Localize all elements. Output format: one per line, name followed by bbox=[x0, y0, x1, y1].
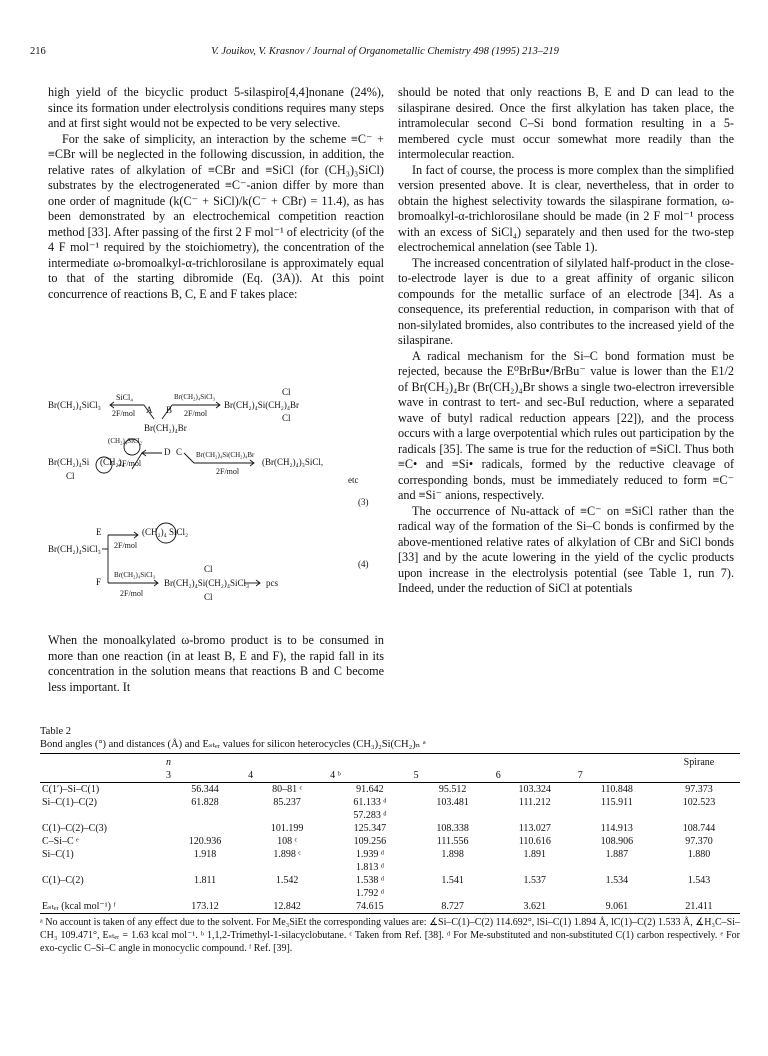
table-cell: 120.936 bbox=[188, 836, 222, 847]
label-f: F bbox=[96, 577, 102, 587]
reagent-c: Br(CH₂)₄Si(CH₂)₄Br bbox=[196, 451, 255, 459]
table-cell: 1.918 bbox=[193, 849, 217, 860]
product-d-left: Br(CH₂)₄Si bbox=[48, 457, 90, 467]
table-cell: 1.898 ᶜ bbox=[273, 849, 301, 860]
table-cell: 9.061 bbox=[576, 900, 658, 914]
data-table bbox=[40, 753, 740, 914]
table-cell bbox=[246, 887, 328, 900]
table-cell bbox=[164, 822, 246, 835]
table-cell bbox=[658, 861, 740, 874]
table-cell: 61.828 bbox=[191, 797, 219, 808]
cl-d: Cl bbox=[66, 471, 75, 481]
right-column bbox=[398, 85, 734, 597]
table-cell bbox=[412, 809, 494, 822]
table-cell: 108.906 bbox=[600, 836, 634, 847]
paragraph: In fact of course, the process is more complex than the simplified version presented above. It is clear, nevertheless, that in order to obtain the highest selectivity towards the silaspirane formation, ω-bromoalkyl-α-trichlorosilane should be made (in 2 F mol⁻¹ process with an excess of SiCl₄) separately and then used for the two-step electrochemical annelation (see Table 1). bbox=[398, 162, 734, 254]
table-cell: 61.133 ᵈ bbox=[353, 797, 387, 808]
cl-bottom: Cl bbox=[282, 413, 291, 423]
table-cell: 125.347 bbox=[353, 823, 387, 834]
eq3-reactant: Br(CH₂)₄SiCl₃ bbox=[48, 400, 101, 410]
table-cell: 1.880 bbox=[687, 849, 711, 860]
table-cell: 103.324 bbox=[518, 784, 551, 795]
left-column bbox=[48, 85, 384, 302]
row-label: Si–C(1) bbox=[42, 849, 74, 860]
reaction-scheme bbox=[48, 387, 384, 625]
table-cell bbox=[494, 887, 576, 900]
row-label bbox=[40, 861, 164, 874]
reagent-sicl4: SiCl₄ bbox=[116, 393, 134, 402]
table-row bbox=[40, 874, 740, 887]
reagent-b: Br(CH₂)₄SiCl₃ bbox=[174, 393, 216, 401]
conditions-c: 2F/mol bbox=[216, 467, 240, 476]
label-d: D bbox=[164, 447, 171, 457]
spirane-header: Spirane bbox=[658, 754, 740, 770]
table-cell: 1.542 bbox=[275, 875, 299, 886]
table-cell bbox=[164, 887, 246, 900]
table-cell: 110.616 bbox=[518, 836, 551, 847]
table-row bbox=[40, 900, 740, 914]
left-column-continued bbox=[48, 633, 384, 695]
table-cell: 108.338 bbox=[436, 823, 469, 834]
table-cell: 1.891 bbox=[523, 849, 546, 860]
product-c: (Br(CH₂)₄)₃SiCl, bbox=[262, 457, 324, 467]
journal-citation: V. Jouikov, V. Krasnov / Journal of Organometallic Chemistry 498 (1995) 213–219 bbox=[211, 46, 559, 57]
table-cell: 1.811 bbox=[193, 875, 217, 886]
table-cell: 3.621 bbox=[494, 900, 576, 914]
table-caption bbox=[40, 725, 740, 751]
paragraph: The increased concentration of silylated half-product in the close-to-electrode layer is due to a great affinity of organic silicon compounds for the metallic surface of an electrode [34]. As a consequence, its preferential reduction, in comparison with that of non-silylated bromides, also contributes to the increased yield of the silaspirane. bbox=[398, 255, 734, 347]
conditions-d: 2F/mol bbox=[118, 459, 142, 468]
cl-top: Cl bbox=[282, 387, 291, 397]
table-row bbox=[40, 848, 740, 861]
table-cell bbox=[494, 809, 576, 822]
table-cell: 113.027 bbox=[518, 823, 551, 834]
table-cell: 101.199 bbox=[270, 823, 304, 834]
table-cell bbox=[576, 809, 658, 822]
table-2 bbox=[40, 725, 740, 955]
table-cell: 57.283 ᵈ bbox=[353, 810, 387, 821]
n-header: n bbox=[164, 754, 658, 770]
col-header: 5 bbox=[412, 769, 494, 783]
conditions-f: 2F/mol bbox=[120, 589, 144, 598]
paragraph: The occurrence of Nu-attack of ≡C⁻ on ≡SiCl rather than the radical way of the formation of the Si–C bonds is confirmed by the above-mentioned relative rates of alkylation of CBr and SiCl bonds [33] and by the acute lowering in the yield of the cyclic products upon increase in the electrolysis potential (see Table 1, run 7). Indeed, under the reduction of SiCl at potentials bbox=[398, 503, 734, 595]
reagent-d: (CH₂)₄SiCl₂ bbox=[108, 437, 143, 445]
product-d-ring: (CH₂)₄ bbox=[100, 457, 125, 467]
col-header bbox=[658, 769, 740, 783]
paragraph: should be noted that only reactions B, E and D can lead to the silaspirane desired. Once the first alkylation has taken place, the intramolecular second C–Si bond formation resulting in a 5-membered cycle must occur somewhat more readily than the intermolecular reaction. bbox=[398, 85, 734, 161]
col-header: 4 ᵇ bbox=[328, 769, 411, 783]
row-label: C(1)–C(2)–C(3) bbox=[42, 823, 107, 834]
table-row bbox=[40, 783, 740, 797]
table-cell: 1.541 bbox=[441, 875, 464, 886]
table-cell: 111.212 bbox=[518, 797, 551, 808]
paragraph: A radical mechanism for the Si–C bond formation must be rejected, because the E⁰BrBu•/BrBu⁻ value is lower than the E1/2 of Br(CH₂)₄Br (Br(CH₂)₄Br shows a single two-electron irreversible wave in contrast to tert- and sec-BuI reduction, where a separated wave of butyl radical reduction appears [22]), and the process occurs with a large overpotential which rules out participation by the radicals [35]. The same is true for the reduction of ≡SiCl. Thus both ≡C• and ≡Si• radicals, formed by the reductive cleavage of corresponding bonds, must be immediately reduced to form ≡C⁻ and ≡Si⁻ anions, respectively. bbox=[398, 348, 734, 502]
col-header: 4 bbox=[246, 769, 328, 783]
label-b: B bbox=[166, 405, 173, 415]
cl-f-bottom: Cl bbox=[204, 592, 213, 602]
pcs-label: pcs bbox=[266, 578, 278, 588]
table-cell: 1.543 bbox=[687, 875, 711, 886]
table-title: Bond angles (°) and distances (Å) and Eₛₜₑᵣ values for silicon heterocycles (CH₃)₂Si(CH₂)ₙ ᵃ bbox=[40, 739, 426, 750]
table-cell: 103.481 bbox=[436, 797, 469, 808]
spiro-product: (CH₂)₄ SiCl₂ bbox=[142, 527, 189, 537]
eq4-reactant: Br(CH₂)₄SiCl₃ bbox=[48, 544, 101, 554]
table-cell: 74.615 bbox=[328, 900, 411, 914]
label-a: A bbox=[146, 405, 153, 415]
label-c: C bbox=[176, 447, 183, 457]
col-header: 7 bbox=[576, 769, 658, 783]
table-cell bbox=[658, 887, 740, 900]
table-row bbox=[40, 887, 740, 900]
row-label: C(1)–C(2) bbox=[42, 875, 84, 886]
table-row bbox=[40, 835, 740, 848]
paragraph: For the sake of simplicity, an interaction by the scheme ≡C⁻ + ≡CBr will be neglected in the following discussion, in addition, the relative rates of alkylation of ≡CBr and ≡SiCl (for (CH₃)₃SiCl) substrates by the electrogenerated ≡C⁻-anion differ by more than one order of magnitude (k(C⁻ + SiCl)/k(C⁻ + CBr) = 11.4), as has been demonstrated by an electrochemical competition reaction method [33]. After passing of the first 2 F mol⁻¹ of electricity (of the 4 F mol⁻¹ required by the stoichiometry), the concentration of the intermediate ω-bromoalkyl-α-trichlorosilane is approximately equal to that of the starting dibromide (Eq. (3A)). At this point concurrence of reactions B, C, E and F takes place: bbox=[48, 131, 384, 301]
table-body bbox=[40, 783, 740, 914]
row-label bbox=[40, 809, 164, 822]
table-cell: 91.642 bbox=[356, 784, 384, 795]
row-label bbox=[40, 887, 164, 900]
product-f: Br(CH₂)₄Si(CH₂)₄SiCl₃ bbox=[164, 578, 250, 588]
product-b: Br(CH₂)₄Si(CH₂)₄Br bbox=[224, 400, 300, 410]
table-cell bbox=[246, 809, 328, 822]
table-cell bbox=[164, 861, 246, 874]
table-row bbox=[40, 796, 740, 809]
paragraph: high yield of the bicyclic product 5-silaspiro[4,4]nonane (24%), since its formation under electrolysis conditions requires many steps and at first sight would not be expected to be very selective. bbox=[48, 85, 384, 130]
table-cell bbox=[412, 887, 494, 900]
conditions-a: 2F/mol bbox=[112, 409, 136, 418]
table-cell: 1.534 bbox=[605, 875, 629, 886]
cl-f-top: Cl bbox=[204, 564, 213, 574]
table-cell: 111.556 bbox=[436, 836, 469, 847]
table-cell: 108.744 bbox=[682, 823, 716, 834]
table-cell: 95.512 bbox=[438, 784, 467, 795]
table-cell: 102.523 bbox=[682, 797, 716, 808]
table-cell: 1.537 bbox=[523, 875, 546, 886]
conditions-e: 2F/mol bbox=[114, 541, 138, 550]
row-label: Si–C(1)–C(2) bbox=[42, 797, 97, 808]
equation-number-4: (4) bbox=[358, 559, 369, 569]
table-footnote: ᵃ No account is taken of any effect due to the solvent. For Me₃SiEt the corresponding values are: ∡Si–C(1)–C(2) 114.692°, lSi–C(1) 1.894 Å, lC(1)–C(2) 1.533 Å, ∡H₃C–Si–CH₃ 109.471°, Eₛₜₑᵣ = 1.63 kcal mol⁻¹. ᵇ 1,1,2-Trimethyl-1-silacyclobutane. ᶜ Taken from Ref. [38]. ᵈ For Me-substituted and non-substituted C(1) carbon respectively. ᵉ For exo-cyclic C–Si–C angle in monocyclic compound. ᶠ Ref. [39]. bbox=[40, 917, 740, 954]
table-cell: 114.913 bbox=[600, 823, 633, 834]
table-cell: 1.939 ᵈ bbox=[355, 849, 384, 860]
col-header: 3 bbox=[164, 769, 246, 783]
table-cell: 97.370 bbox=[685, 836, 713, 847]
table-row bbox=[40, 822, 740, 835]
row-label: Eₛₜₑᵣ (kcal mol⁻¹) ᶠ bbox=[40, 900, 164, 914]
label-e: E bbox=[96, 527, 102, 537]
table-cell: 56.344 bbox=[191, 784, 219, 795]
row-label: C–Si–C ᵉ bbox=[42, 836, 79, 847]
table-cell: 110.848 bbox=[600, 784, 633, 795]
table-label: Table 2 bbox=[40, 726, 72, 737]
table-cell: 173.12 bbox=[164, 900, 246, 914]
table-row bbox=[40, 809, 740, 822]
table-cell: 80–81 ᶜ bbox=[272, 784, 303, 795]
table-row bbox=[40, 861, 740, 874]
equation-number-3: (3) bbox=[358, 497, 369, 507]
conditions-b: 2F/mol bbox=[184, 409, 208, 418]
table-cell: 1.538 ᵈ bbox=[355, 875, 384, 886]
table-cell: 8.727 bbox=[412, 900, 494, 914]
table-cell: 109.256 bbox=[353, 836, 387, 847]
table-cell bbox=[164, 809, 246, 822]
page-number: 216 bbox=[30, 46, 46, 57]
dibromide: Br(CH₂)₄Br bbox=[144, 423, 187, 433]
table-cell: 1.898 bbox=[441, 849, 464, 860]
table-cell bbox=[412, 861, 494, 874]
table-cell: 12.842 bbox=[246, 900, 328, 914]
table-cell bbox=[576, 887, 658, 900]
table-cell: 85.237 bbox=[273, 797, 301, 808]
row-label: C(1′)–Si–C(1) bbox=[42, 784, 100, 795]
table-cell bbox=[246, 861, 328, 874]
col-header: 6 bbox=[494, 769, 576, 783]
table-cell: 115.911 bbox=[600, 797, 633, 808]
scheme-arrows bbox=[48, 393, 384, 625]
table-cell: 108 ᶜ bbox=[277, 836, 298, 847]
table-cell: 1.792 ᵈ bbox=[355, 888, 384, 899]
table-cell: 21.411 bbox=[658, 900, 740, 914]
table-cell bbox=[658, 809, 740, 822]
paragraph: When the monoalkylated ω-bromo product is to be consumed in more than one reaction (in at least B, E and F), the rapid fall in its concentration in the solution means that reactions B and C become less important. It bbox=[48, 633, 384, 694]
table-cell: 1.887 bbox=[605, 849, 629, 860]
table-cell bbox=[576, 861, 658, 874]
reagent-f: Br(CH₂)₄SiCl₃ bbox=[114, 571, 156, 579]
table-cell: 1.813 ᵈ bbox=[355, 862, 384, 873]
table-cell: 97.373 bbox=[685, 784, 713, 795]
etc-label: etc bbox=[348, 475, 359, 485]
table-cell bbox=[494, 861, 576, 874]
